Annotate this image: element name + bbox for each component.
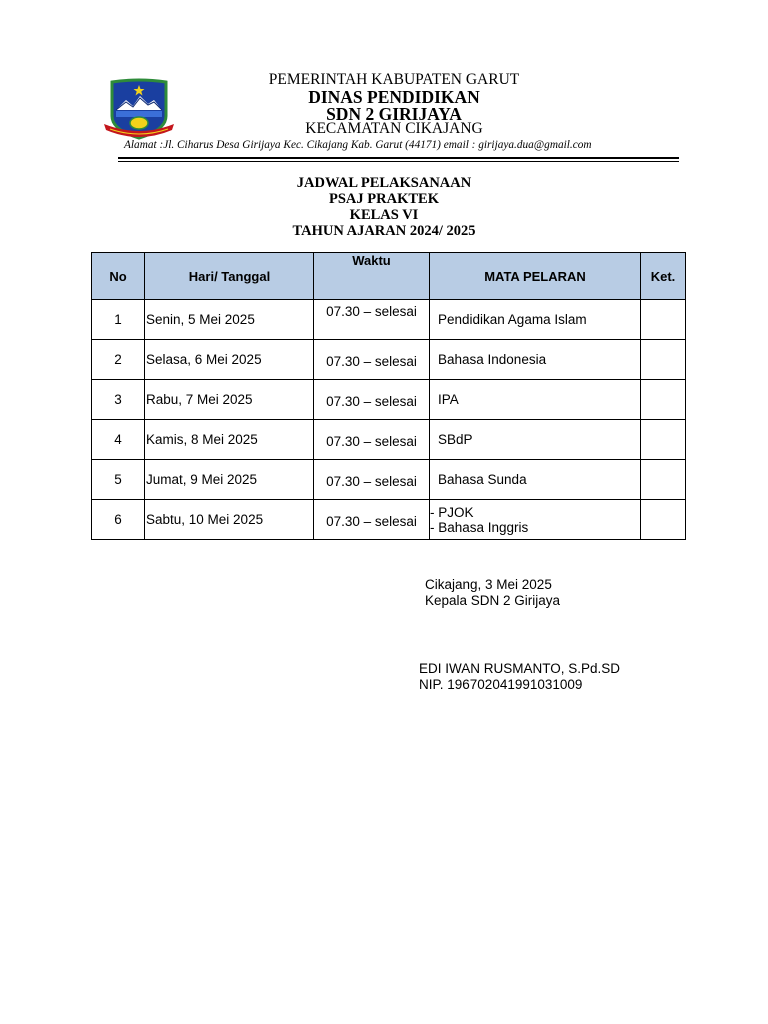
- table-row: [92, 500, 686, 540]
- row-subject: Bahasa Sunda: [430, 460, 641, 500]
- row-no: 5: [92, 460, 145, 500]
- table-row: [92, 420, 686, 460]
- header-notes: Ket.: [641, 253, 686, 300]
- row-subject: [430, 500, 641, 540]
- row-day-date: Selasa, 6 Mei 2025: [145, 340, 314, 380]
- row-time: 07.30 – selesai: [314, 300, 430, 340]
- row-time: 07.30 – selesai: [314, 460, 430, 500]
- row-time: 07.30 – selesai: [314, 340, 430, 380]
- document-subtitle: PSAJ PRAKTEK: [329, 191, 439, 207]
- signature-header: [425, 577, 560, 608]
- table-row: [92, 380, 686, 420]
- row-day-date: Senin, 5 Mei 2025: [145, 300, 314, 340]
- row-time: 07.30 – selesai: [314, 420, 430, 460]
- header-time: Waktu: [314, 253, 430, 300]
- letterhead-office: DINAS PENDIDIKAN: [308, 87, 480, 107]
- signature-footer: [419, 661, 620, 692]
- letterhead-school: SDN 2 GIRIJAYA: [326, 104, 462, 124]
- row-subject: SBdP: [430, 420, 641, 460]
- header-subject: MATA PELARAN: [430, 253, 641, 300]
- row-subject-line: - Bahasa Inggris: [430, 519, 529, 535]
- row-time: 07.30 – selesai: [314, 380, 430, 420]
- row-notes: [641, 300, 686, 340]
- document-academic-year: TAHUN AJARAN 2024/ 2025: [292, 223, 476, 239]
- signature-name: EDI IWAN RUSMANTO, S.Pd.SD: [419, 661, 621, 676]
- header-day-date: Hari/ Tanggal: [145, 253, 314, 300]
- row-day-date: Jumat, 9 Mei 2025: [145, 460, 314, 500]
- table-header-row: [92, 253, 686, 300]
- row-notes: [641, 500, 686, 540]
- row-notes: [641, 340, 686, 380]
- row-no: 3: [92, 380, 145, 420]
- document-title: JADWAL PELAKSANAAN: [296, 175, 472, 191]
- table-row: [92, 460, 686, 500]
- row-no: 1: [92, 300, 145, 340]
- document-class: KELAS VI: [349, 207, 419, 223]
- letterhead-divider-thin: [118, 161, 679, 162]
- row-notes: [641, 460, 686, 500]
- letterhead-divider-thick: [118, 157, 679, 159]
- signature-place-date: Cikajang, 3 Mei 2025: [425, 577, 552, 592]
- table-row: [92, 300, 686, 340]
- letterhead-address: Alamat :Jl. Ciharus Desa Girijaya Kec. Cikajang Kab. Garut (44171) email : girijaya.dua@gmail.com: [124, 139, 592, 151]
- row-day-date: Sabtu, 10 Mei 2025: [145, 500, 314, 540]
- row-notes: [641, 380, 686, 420]
- table-row: [92, 340, 686, 380]
- schedule-table: [91, 252, 686, 540]
- row-notes: [641, 420, 686, 460]
- row-subject: IPA: [430, 380, 641, 420]
- row-subject: Pendidikan Agama Islam: [430, 300, 641, 340]
- row-subject: Bahasa Indonesia: [430, 340, 641, 380]
- letterhead-district: KECAMATAN CIKAJANG: [305, 120, 483, 137]
- row-no: 6: [92, 500, 145, 540]
- row-subject-line: - PJOK: [430, 504, 474, 520]
- row-day-date: Kamis, 8 Mei 2025: [145, 420, 314, 460]
- row-no: 4: [92, 420, 145, 460]
- row-day-date: Rabu, 7 Mei 2025: [145, 380, 314, 420]
- signature-nip: NIP. 196702041991031009: [419, 676, 583, 692]
- header-no: No: [92, 253, 145, 300]
- row-time: 07.30 – selesai: [314, 500, 430, 540]
- row-no: 2: [92, 340, 145, 380]
- letterhead-government: PEMERINTAH KABUPATEN GARUT: [268, 71, 520, 88]
- signature-position: Kepala SDN 2 Girijaya: [425, 592, 561, 608]
